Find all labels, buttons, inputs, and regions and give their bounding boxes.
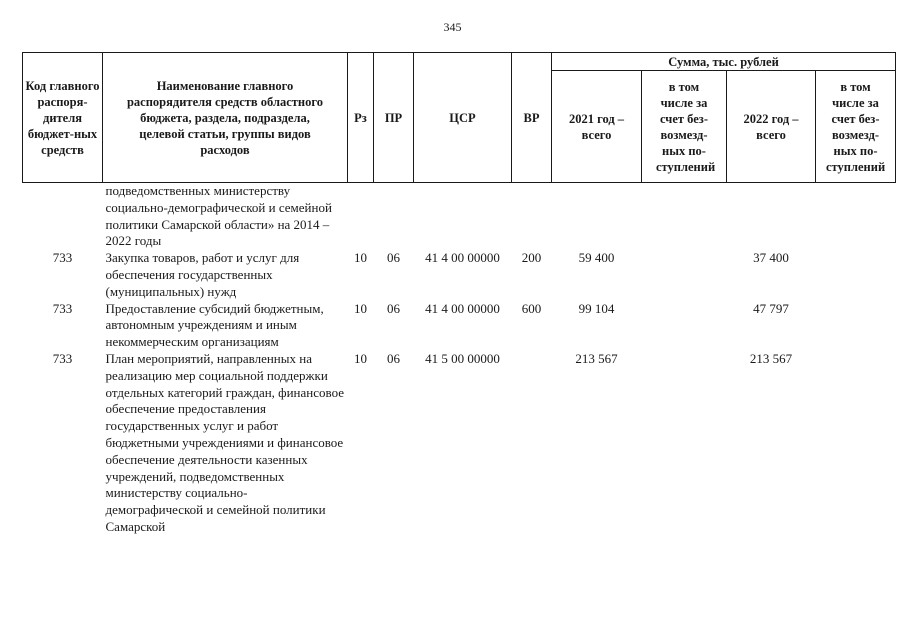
- cell-pr: 06: [387, 250, 400, 266]
- cell-2022-total: 213 567: [749, 350, 793, 366]
- cell-2021-total: 213 567: [575, 350, 618, 366]
- header-pr: ПР: [374, 53, 414, 183]
- cell-pr: 06: [387, 300, 400, 316]
- cell-2021-bez: [642, 183, 727, 251]
- table-row: [23, 250, 896, 300]
- header-2022-total: 2022 год – всего: [727, 71, 816, 183]
- cell-2021-total: [552, 183, 642, 251]
- cell-2021-bez: [642, 301, 727, 351]
- cell-2022-total: [727, 183, 816, 251]
- cell-2021-bez: [642, 351, 727, 536]
- cell-csr: 41 5 00 00000: [425, 350, 500, 366]
- cell-vr: 600: [521, 300, 542, 316]
- cell-vr: [512, 351, 552, 536]
- cell-pr: [374, 183, 414, 251]
- cell-2021-total: 59 400: [578, 250, 615, 266]
- cell-code: [23, 183, 103, 251]
- header-sum: Сумма, тыс. рублей: [552, 53, 896, 71]
- header-2021-bez: в том числе за счет без-возмезд-ных по-ступлений: [642, 71, 727, 183]
- cell-name: План мероприятий, направленных на реализацию мер социальной поддержки отдельных категорий граждан, финансовое обеспечение предоставления государственных услуг и работ бюджетными учреждениями и финансовое обеспечение деятельности казенных учреждений, подведомственных министерству социально-демографической и семейной политики Самарской: [105, 350, 344, 534]
- header-vr: ВР: [512, 53, 552, 183]
- header-rz: Рз: [348, 53, 374, 183]
- cell-2022-bez: [816, 250, 896, 300]
- cell-code: 733: [52, 250, 73, 266]
- cell-vr: [512, 183, 552, 251]
- cell-csr: 41 4 00 00000: [425, 300, 500, 316]
- page-number: 345: [443, 20, 462, 34]
- header-code: Код главного распоря-дителя бюджет-ных средств: [23, 53, 103, 183]
- cell-2021-bez: [642, 250, 727, 300]
- header-2022-bez: в том числе за счет без-возмезд-ных по-ступлений: [816, 71, 896, 183]
- cell-name: подведомственных министерству социально-демографической и семейной политики Самарской области» на 2014 – 2022 годы: [105, 183, 332, 249]
- cell-rz: 10: [354, 250, 367, 266]
- table-body: [23, 183, 896, 536]
- cell-2022-bez: [816, 351, 896, 536]
- cell-vr: 200: [521, 250, 542, 266]
- cell-name: Предоставление субсидий бюджетным, автономным учреждениям и иным некоммерческим организациям: [105, 300, 324, 350]
- cell-2022-total: 37 400: [753, 250, 789, 266]
- cell-pr: 06: [387, 350, 400, 366]
- cell-csr: [414, 183, 512, 251]
- cell-code: 733: [52, 350, 73, 366]
- cell-csr: 41 4 00 00000: [425, 250, 500, 266]
- cell-rz: 10: [354, 300, 367, 316]
- cell-rz: 10: [354, 350, 367, 366]
- cell-2022-bez: [816, 183, 896, 251]
- cell-2022-total: 47 797: [753, 300, 789, 316]
- cell-rz: [348, 183, 374, 251]
- table-row: [23, 301, 896, 351]
- table-row: [23, 351, 896, 536]
- header-csr: ЦСР: [414, 53, 512, 183]
- table-row: [23, 183, 896, 251]
- cell-2022-bez: [816, 301, 896, 351]
- table-header: [23, 53, 896, 183]
- budget-table: [22, 52, 896, 536]
- header-2021-total: 2021 год – всего: [552, 71, 642, 183]
- cell-name: Закупка товаров, работ и услуг для обеспечения государственных (муниципальных) нужд: [105, 250, 300, 299]
- cell-code: 733: [52, 300, 73, 316]
- header-name: Наименование главного распорядителя средств областного бюджета, раздела, подраздела, целевой статьи, группы видов расходов: [103, 53, 348, 183]
- cell-2021-total: 99 104: [578, 300, 615, 316]
